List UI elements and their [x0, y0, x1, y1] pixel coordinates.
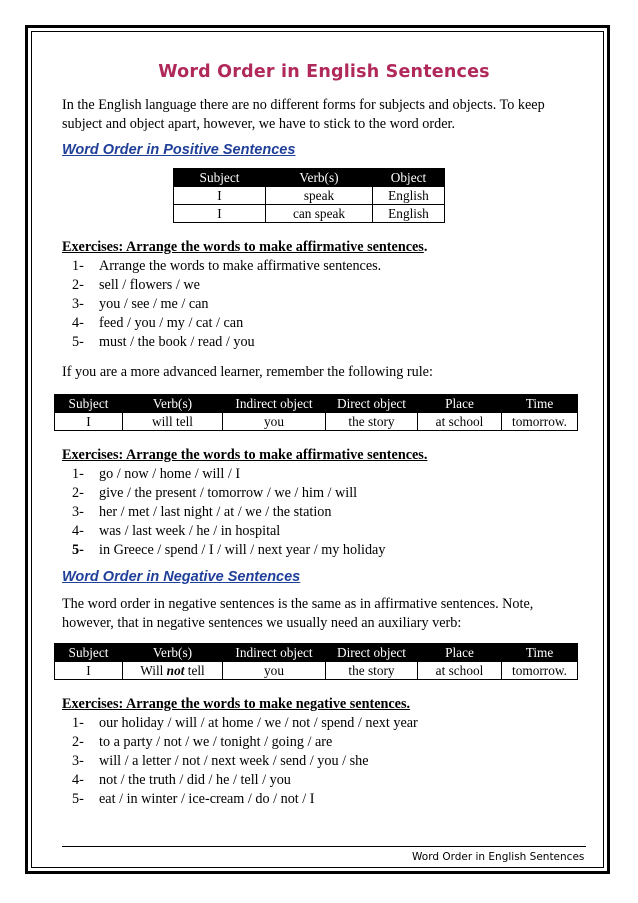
table-row [55, 413, 578, 431]
positive-table [173, 168, 445, 223]
table-cell: speak [266, 187, 373, 205]
header-cell: Place [418, 395, 502, 413]
header-cell: Verb(s) [123, 395, 223, 413]
list-item: 2- to a party / not / we / tonight / going / are [72, 734, 333, 750]
header-cell: Verb(s) [266, 169, 373, 187]
page-footer: Word Order in English Sentences [412, 851, 585, 863]
table-cell: the story [326, 662, 418, 680]
list-item: 4- was / last week / he / in hospital [72, 523, 281, 539]
document-body [62, 62, 586, 809]
table-cell: at school [418, 662, 502, 680]
table-row [55, 662, 578, 680]
table-cell: the story [326, 413, 418, 431]
list-item: 2- sell / flowers / we [72, 277, 200, 293]
header-cell: Indirect object [223, 644, 326, 662]
header-cell: Direct object [326, 644, 418, 662]
table-header-row [55, 644, 578, 662]
table-cell: English [373, 205, 445, 223]
list-item: 5- in Greece / spend / I / will / next year / my holiday [72, 542, 386, 558]
table-cell: can speak [266, 205, 373, 223]
table-cell: I [174, 187, 266, 205]
table-cell: at school [418, 413, 502, 431]
header-cell: Subject [174, 169, 266, 187]
list-item: 5- eat / in winter / ice-cream / do / not / I [72, 791, 315, 807]
advanced-paragraph: If you are a more advanced learner, remember the following rule: [62, 364, 433, 380]
table-header-row [174, 169, 445, 187]
table-cell: Will not tell [123, 662, 223, 680]
table-cell: English [373, 187, 445, 205]
list-item: 4- feed / you / my / cat / can [72, 315, 244, 331]
header-cell: Subject [55, 395, 123, 413]
list-item: 2- give / the present / tomorrow / we / him / will [72, 485, 358, 501]
header-cell: Time [502, 395, 578, 413]
table-cell: tomorrow. [502, 662, 578, 680]
positive-heading: Word Order in Positive Sentences [62, 142, 296, 158]
negative-paragraph: The word order in negative sentences is the same as in affirmative sentences. Note, however, that in negative sentences we usually need an auxiliary verb: [62, 596, 534, 631]
exercise-1-title: Exercises: Arrange the words to make affirmative sentences. [62, 239, 428, 255]
negative-table [54, 643, 578, 680]
header-cell: Indirect object [223, 395, 326, 413]
table-cell: you [223, 662, 326, 680]
list-item: 1- our holiday / will / at home / we / not / spend / next year [72, 715, 418, 731]
table-cell: tomorrow. [502, 413, 578, 431]
advanced-table [54, 394, 578, 431]
exercise-1-list [62, 257, 586, 352]
exercise-3-list [62, 714, 586, 809]
list-item: 3- will / a letter / not / next week / send / you / she [72, 753, 369, 769]
list-item: 1- Arrange the words to make affirmative sentences. [72, 258, 382, 274]
exercise-3-title: Exercises: Arrange the words to make negative sentences. [62, 696, 411, 712]
table-header-row [55, 395, 578, 413]
table-cell: I [55, 413, 123, 431]
table-row [174, 205, 445, 223]
list-item: 3- her / met / last night / at / we / the station [72, 504, 332, 520]
page-title: Word Order in English Sentences [158, 62, 490, 82]
header-cell: Time [502, 644, 578, 662]
exercise-2-list [62, 465, 586, 560]
table-cell: I [174, 205, 266, 223]
table-row [174, 187, 445, 205]
header-cell: Place [418, 644, 502, 662]
intro-paragraph: In the English language there are no different forms for subjects and objects. To keep subject and object apart, however, we have to stick to the word order. [62, 97, 545, 132]
header-cell: Subject [55, 644, 123, 662]
header-cell: Direct object [326, 395, 418, 413]
list-item: 3- you / see / me / can [72, 296, 209, 312]
table-cell: I [55, 662, 123, 680]
list-item: 5- must / the book / read / you [72, 334, 255, 350]
negative-heading: Word Order in Negative Sentences [62, 569, 301, 585]
list-item: 4- not / the truth / did / he / tell / you [72, 772, 291, 788]
table-cell: you [223, 413, 326, 431]
header-cell: Object [373, 169, 445, 187]
header-cell: Verb(s) [123, 644, 223, 662]
exercise-2-title: Exercises: Arrange the words to make affirmative sentences. [62, 447, 428, 463]
footer-divider [62, 846, 586, 847]
table-cell: will tell [123, 413, 223, 431]
list-item: 1- go / now / home / will / I [72, 466, 241, 482]
